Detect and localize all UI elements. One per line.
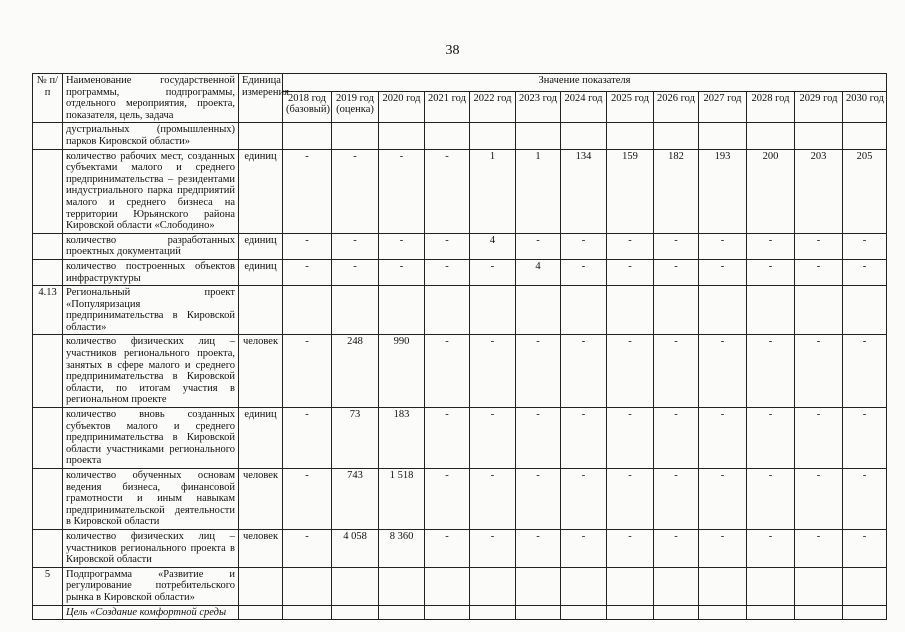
row-value [843, 286, 887, 335]
row-value [379, 123, 425, 149]
row-value [607, 567, 654, 605]
row-value [425, 123, 470, 149]
row-value: 182 [654, 149, 699, 233]
header-num: № п/п [33, 74, 63, 123]
row-value: - [654, 335, 699, 408]
row-value: 990 [379, 335, 425, 408]
row-value: - [795, 335, 843, 408]
row-name: количество разработанных проектных документаций [63, 233, 239, 259]
row-value: - [607, 529, 654, 567]
row-value [283, 567, 332, 605]
row-value: - [283, 469, 332, 530]
row-value [747, 605, 795, 620]
table-row [33, 286, 887, 335]
row-value: - [607, 233, 654, 259]
row-value: 743 [332, 469, 379, 530]
table-row [33, 408, 887, 469]
header-year: 2026 год [654, 91, 699, 123]
header-year: 2024 год [561, 91, 607, 123]
row-value: - [607, 259, 654, 285]
row-value: - [379, 233, 425, 259]
row-value [332, 567, 379, 605]
row-value [843, 605, 887, 620]
row-unit [239, 605, 283, 620]
table-row [33, 149, 887, 233]
row-value: - [747, 469, 795, 530]
row-value: - [470, 259, 516, 285]
row-value [283, 123, 332, 149]
row-num [33, 408, 63, 469]
row-name: количество вновь созданных субъектов малого и среднего предпринимательства в Кировской области участниками регионального проекта [63, 408, 239, 469]
row-value: - [283, 233, 332, 259]
page-number: 38 [445, 43, 460, 58]
row-value: - [795, 529, 843, 567]
row-name: Подпрограмма «Развитие и регулирование потребительского рынка в Кировской области» [63, 567, 239, 605]
header-year: 2022 год [470, 91, 516, 123]
row-value: - [747, 529, 795, 567]
row-value: - [561, 259, 607, 285]
row-value [470, 567, 516, 605]
row-value: - [607, 408, 654, 469]
row-unit [239, 286, 283, 335]
row-name: количество обученных основам ведения бизнеса, финансовой грамотности и иным навыкам предпринимательской деятельности в Кировской области [63, 469, 239, 530]
row-value: - [516, 529, 561, 567]
indicator-table [32, 73, 887, 620]
row-value [283, 286, 332, 335]
row-value [332, 123, 379, 149]
row-num [33, 605, 63, 620]
row-value: - [516, 335, 561, 408]
table-row [33, 567, 887, 605]
row-value: - [283, 335, 332, 408]
row-value: - [379, 149, 425, 233]
row-value: - [843, 529, 887, 567]
row-value: - [654, 469, 699, 530]
header-name: Наименование государственной программы, подпрограммы, отдельного мероприятия, проекта, показателя, цель, задача [63, 74, 239, 123]
row-value: - [699, 335, 747, 408]
row-value: - [795, 408, 843, 469]
row-value: - [283, 149, 332, 233]
row-value: 159 [607, 149, 654, 233]
table-row [33, 529, 887, 567]
row-value: - [561, 469, 607, 530]
row-unit [239, 123, 283, 149]
row-value [795, 605, 843, 620]
row-value: - [470, 469, 516, 530]
row-value: - [843, 233, 887, 259]
row-value: - [332, 259, 379, 285]
row-value: 4 [516, 259, 561, 285]
row-value: - [843, 335, 887, 408]
header-year: 2027 год [699, 91, 747, 123]
row-name: количество физических лиц – участников регионального проекта в Кировской области [63, 529, 239, 567]
row-value: 203 [795, 149, 843, 233]
row-value: - [332, 149, 379, 233]
row-unit: единиц [239, 233, 283, 259]
table-row [33, 469, 887, 530]
row-num [33, 149, 63, 233]
row-value [699, 605, 747, 620]
row-value [843, 567, 887, 605]
row-value: - [425, 529, 470, 567]
row-value: - [561, 529, 607, 567]
row-value: 134 [561, 149, 607, 233]
row-value: - [470, 408, 516, 469]
row-value: - [654, 233, 699, 259]
header-year: 2018 год (базовый) [283, 91, 332, 123]
row-value [607, 123, 654, 149]
row-value: - [561, 233, 607, 259]
row-value [607, 286, 654, 335]
row-value [843, 123, 887, 149]
row-value: - [561, 408, 607, 469]
header-year: 2025 год [607, 91, 654, 123]
row-value: - [654, 259, 699, 285]
row-value: 8 360 [379, 529, 425, 567]
row-value [516, 567, 561, 605]
row-value: - [654, 529, 699, 567]
row-name: количество рабочих мест, созданных субъектами малого и среднего предпринимательства – резидентами индустриального парка предприятий малого и среднего бизнеса на территории Юрьянского района Кировской области «Слободино» [63, 149, 239, 233]
row-value [699, 286, 747, 335]
row-name: количество физических лиц – участников регионального проекта, занятых в сфере малого и среднего предпринимательства в Кировской области, по итогам участия в региональном проекте [63, 335, 239, 408]
row-value: 248 [332, 335, 379, 408]
row-value [699, 123, 747, 149]
row-unit: человек [239, 335, 283, 408]
header-year: 2030 год [843, 91, 887, 123]
row-value [379, 286, 425, 335]
row-value: - [795, 233, 843, 259]
row-value [747, 123, 795, 149]
row-value: 1 [516, 149, 561, 233]
row-value [654, 567, 699, 605]
row-num: 5 [33, 567, 63, 605]
row-value [654, 123, 699, 149]
row-value: - [747, 259, 795, 285]
header-year: 2028 год [747, 91, 795, 123]
row-value: - [516, 233, 561, 259]
row-unit: человек [239, 529, 283, 567]
row-value: 73 [332, 408, 379, 469]
row-value [654, 286, 699, 335]
header-values-group: Значение показателя [283, 74, 887, 92]
row-num [33, 469, 63, 530]
row-unit: единиц [239, 408, 283, 469]
row-name: количество построенных объектов инфраструктуры [63, 259, 239, 285]
table-row [33, 233, 887, 259]
row-unit: человек [239, 469, 283, 530]
row-value [379, 605, 425, 620]
row-num [33, 529, 63, 567]
row-value [561, 567, 607, 605]
row-value [561, 286, 607, 335]
row-value: - [607, 469, 654, 530]
row-unit: единиц [239, 259, 283, 285]
row-unit: единиц [239, 149, 283, 233]
row-value: - [470, 529, 516, 567]
row-value: - [607, 335, 654, 408]
row-value [561, 123, 607, 149]
row-value: 4 [470, 233, 516, 259]
row-value: - [283, 259, 332, 285]
row-value [654, 605, 699, 620]
row-value: - [425, 259, 470, 285]
row-value: - [699, 469, 747, 530]
header-year: 2019 год (оценка) [332, 91, 379, 123]
row-num [33, 123, 63, 149]
row-value: - [747, 335, 795, 408]
row-value: - [425, 408, 470, 469]
row-value: - [425, 335, 470, 408]
table-body [33, 123, 887, 620]
row-value: - [843, 408, 887, 469]
row-value [699, 567, 747, 605]
row-value: - [699, 408, 747, 469]
row-value: - [425, 469, 470, 530]
row-value: - [747, 233, 795, 259]
row-value: - [283, 529, 332, 567]
row-num: 4.13 [33, 286, 63, 335]
row-value: - [699, 259, 747, 285]
row-value [332, 286, 379, 335]
row-value: - [699, 529, 747, 567]
row-num [33, 335, 63, 408]
row-value: - [747, 408, 795, 469]
row-value: 1 [470, 149, 516, 233]
row-name: дустриальных (промышленных) парков Кировской области» [63, 123, 239, 149]
header-year: 2029 год [795, 91, 843, 123]
row-value [795, 567, 843, 605]
row-value [425, 567, 470, 605]
row-value: 200 [747, 149, 795, 233]
row-value: - [561, 335, 607, 408]
row-value [516, 605, 561, 620]
row-value: - [283, 408, 332, 469]
row-value [561, 605, 607, 620]
row-value [470, 605, 516, 620]
row-value: - [795, 469, 843, 530]
row-unit [239, 567, 283, 605]
table-row [33, 123, 887, 149]
row-num [33, 259, 63, 285]
row-value: - [470, 335, 516, 408]
row-value [470, 286, 516, 335]
row-value: 183 [379, 408, 425, 469]
row-value: - [699, 233, 747, 259]
row-value [607, 605, 654, 620]
row-value [516, 286, 561, 335]
row-value: 205 [843, 149, 887, 233]
row-value: 4 058 [332, 529, 379, 567]
row-value: 1 518 [379, 469, 425, 530]
row-name: Цель «Создание комфортной среды [63, 605, 239, 620]
table-row [33, 605, 887, 620]
header-unit: Единица измерения [239, 74, 283, 123]
row-num [33, 233, 63, 259]
header-row-1 [33, 74, 887, 92]
row-value: - [516, 469, 561, 530]
row-value [283, 605, 332, 620]
row-value: - [332, 233, 379, 259]
row-value: - [795, 259, 843, 285]
row-value [747, 567, 795, 605]
header-year: 2021 год [425, 91, 470, 123]
row-value: - [843, 259, 887, 285]
row-value: 193 [699, 149, 747, 233]
row-value: - [654, 408, 699, 469]
row-name: Региональный проект «Популяризация предпринимательства в Кировской области» [63, 286, 239, 335]
row-value: - [843, 469, 887, 530]
row-value: - [425, 149, 470, 233]
table-row [33, 335, 887, 408]
table-row [33, 259, 887, 285]
row-value [795, 286, 843, 335]
header-year: 2023 год [516, 91, 561, 123]
row-value [747, 286, 795, 335]
row-value [332, 605, 379, 620]
row-value [470, 123, 516, 149]
header-year: 2020 год [379, 91, 425, 123]
row-value [425, 286, 470, 335]
row-value [379, 567, 425, 605]
row-value: - [516, 408, 561, 469]
row-value: - [379, 259, 425, 285]
row-value [516, 123, 561, 149]
row-value [795, 123, 843, 149]
row-value: - [425, 233, 470, 259]
row-value [425, 605, 470, 620]
